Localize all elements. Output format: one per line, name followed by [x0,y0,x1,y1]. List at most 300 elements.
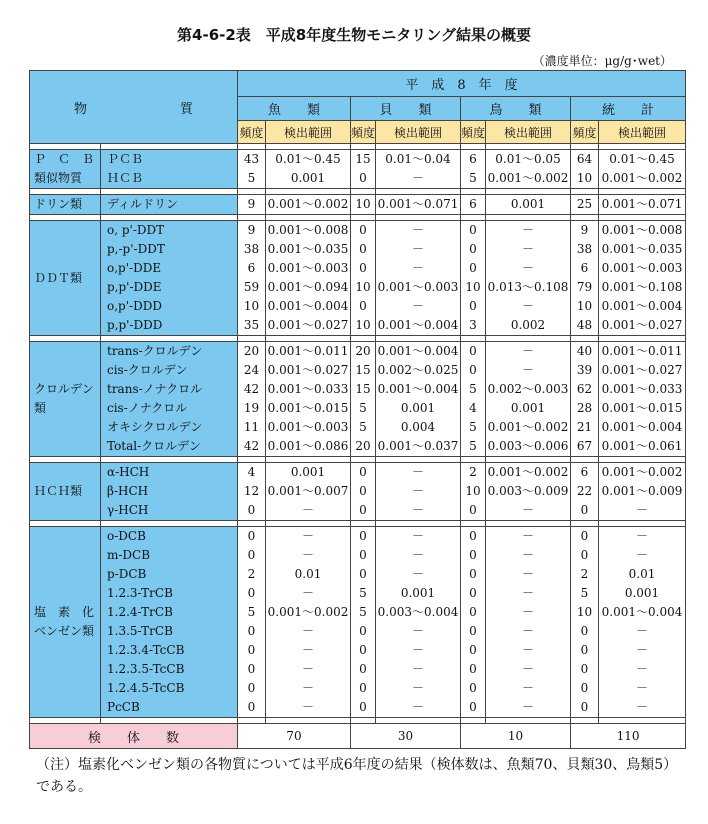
category-name-text: ＨＣＨ類 [34,484,83,498]
substance-header [30,71,238,144]
count-value: 3 [469,318,477,332]
count-value: 0 [469,503,477,517]
range-value: 0.001 [510,197,546,211]
substance-name: trans-クロルデン [107,344,203,358]
category-name-text: ドリン類 [34,197,83,211]
substance-name: ディルドリン [107,197,179,211]
substance-name: p,p'-DDD [107,318,163,332]
range-value: － [521,242,534,256]
range-value: － [411,299,424,313]
range-value: 0.001 [510,401,546,415]
footnote: （注）塩素化ベンゼン類の各物質については平成6年度の結果（検体数は、魚類70、貝類30、鳥類5）である。 [36,757,671,795]
substance-name: cis-ノナクロル [107,401,188,415]
range-value: － [521,529,534,543]
range-value: 0.01 [628,567,656,581]
substance-name: cis-クロルデン [107,363,188,377]
count-value: 0 [469,624,477,638]
substance-header-2: 質 [179,101,193,117]
count-value: 0 [359,223,367,237]
range-cell-stat [599,342,686,457]
count-value: 10 [576,605,593,619]
count-value: 0 [359,567,367,581]
count-value: 0 [469,363,477,377]
range-value: 0.002～0.025 [377,363,459,377]
substance-name: ＨＣＢ [107,171,144,185]
substance-name: 1.2.3.5-TcCB [107,662,185,676]
range-value: 0.001 [400,401,436,415]
range-value: － [411,681,424,695]
count-value: 0 [359,171,367,185]
range-value: 0.001～0.004 [377,344,459,358]
range-cell-shellfish [376,195,461,215]
count-value: 0 [580,503,589,517]
count-value: 40 [576,344,593,358]
range-value: － [521,363,534,377]
range-value: － [301,586,314,600]
substance-name: ＰＣＢ [107,152,144,166]
count-value: 35 [243,318,260,332]
count-value: 19 [243,401,260,415]
count-value: 15 [355,152,371,166]
count-value: 0 [247,643,256,657]
range-value: 0.001～0.011 [601,344,683,358]
substance-name: 1.2.3.4-TcCB [107,643,185,657]
count-value: 42 [243,439,260,453]
count-value: 5 [359,420,367,434]
range-value: 0.001～0.027 [267,318,349,332]
count-value: 0 [247,529,256,543]
range-value: 0.01～0.45 [609,152,675,166]
count-value: 5 [247,605,256,619]
group-header-fish: 魚 類 [238,97,351,121]
range-cell-shellfish [376,463,461,521]
count-value: 0 [469,261,477,275]
count-value: 9 [247,223,256,237]
count-cell-stat [571,221,599,336]
substance-header-1: 物 [74,101,88,117]
range-value: 0.01～0.04 [385,152,451,166]
count-value: 0 [469,643,477,657]
count-value: 6 [469,197,477,211]
count-cell-fish [238,150,266,189]
range-value: 0.001～0.004 [377,382,459,396]
count-value: 5 [359,586,367,600]
count-value: 20 [243,344,260,358]
range-value: 0.001～0.035 [267,242,349,256]
count-value: 12 [243,484,260,498]
count-value: 0 [469,223,477,237]
count-cell-bird [461,463,486,521]
count-value: 0 [359,529,367,543]
category-row [30,527,686,718]
range-value: － [636,681,649,695]
range-value: － [521,662,534,676]
count-value: 0 [580,624,589,638]
range-value: 0.001～0.009 [601,484,683,498]
count-cell-bird [461,195,486,215]
range-value: － [411,484,424,498]
category-name [30,221,101,336]
range-value: 0.001～0.061 [601,439,683,453]
range-cell-shellfish [376,527,461,718]
range-value: － [521,624,534,638]
range-value: 0.001～0.002 [487,171,569,185]
substance-list [101,221,238,336]
count-value: 0 [580,548,589,562]
count-value: 2 [580,567,589,581]
substance-list [101,195,238,215]
range-value: 0.001～0.027 [601,363,683,377]
count-value: 0 [247,586,256,600]
count-value: 5 [469,382,477,396]
monitoring-table [29,70,686,749]
range-value: 0.001～0.003 [601,261,683,275]
count-cell-stat [571,527,599,718]
substance-name: オキシクロルデン [107,420,203,434]
count-value: 0 [359,548,367,562]
count-value: 0 [247,624,256,638]
count-value: 39 [576,363,593,377]
range-value: － [301,662,314,676]
count-value: 64 [576,152,593,166]
range-value: 0.001 [400,586,436,600]
count-value: 42 [243,382,260,396]
substance-name: α-HCH [107,465,150,479]
category-name-text: 塩 素 化 ベンゼン類 [34,605,95,638]
range-value: 0.001～0.011 [267,344,349,358]
range-value: － [521,344,534,358]
range-cell-fish [266,463,351,521]
range-value: － [411,223,424,237]
category-name-text: クロルデン類 [34,382,94,415]
range-value: － [636,503,649,517]
range-value: 0.001～0.015 [601,401,683,415]
range-value: 0.001～0.002 [267,605,349,619]
range-value: 0.001～0.033 [601,382,683,396]
count-value: 0 [469,700,477,714]
count-value: 25 [576,197,593,211]
range-value: － [521,700,534,714]
category-name [30,195,101,215]
range-value: － [301,700,314,714]
category-name-text: Ｐ Ｃ Ｂ 類似物質 [34,152,95,185]
unit-label: （濃度単位：μg/g･wet） [532,54,672,68]
range-value: 0.001～0.037 [377,439,459,453]
range-value: 0.001～0.008 [601,223,683,237]
count-cell-shellfish [351,342,376,457]
col-range-shellfish: 検出範囲 [376,121,461,144]
substance-name: 1.2.4-TrCB [107,605,173,619]
count-value: 10 [576,299,593,313]
count-value: 38 [243,242,260,256]
category-name [30,150,101,189]
count-value: 6 [469,152,477,166]
count-value: 9 [580,223,589,237]
range-value: － [411,643,424,657]
count-value: 0 [469,681,477,695]
count-cell-shellfish [351,195,376,215]
range-value: 0.001～0.004 [601,299,683,313]
range-cell-stat [599,195,686,215]
category-row [30,195,686,215]
range-cell-bird [486,150,571,189]
range-value: 0.001～0.008 [267,223,349,237]
col-count-shellfish: 頻度 [351,121,376,144]
count-value: 10 [355,318,371,332]
range-value: － [411,242,424,256]
table-title: 第4-6-2表 平成8年度生物モニタリング結果の概要 [177,26,531,44]
count-value: 5 [469,171,477,185]
substance-name: o, p'-DDT [107,223,165,237]
col-count-fish: 頻度 [238,121,266,144]
category-row [30,463,686,521]
substance-name: o-DCB [107,529,146,543]
range-value: － [636,624,649,638]
range-value: 0.001～0.035 [601,242,683,256]
count-cell-stat [571,150,599,189]
count-value: 28 [576,401,593,415]
range-cell-stat [599,463,686,521]
count-value: 0 [580,681,589,695]
count-value: 0 [247,700,256,714]
range-cell-bird [486,221,571,336]
range-value: － [521,681,534,695]
substance-name: Total-クロルデン [107,439,201,453]
count-value: 22 [576,484,593,498]
range-value: 0.003～0.004 [377,605,459,619]
count-value: 0 [469,586,477,600]
range-value: － [411,700,424,714]
count-value: 0 [359,643,367,657]
count-cell-bird [461,221,486,336]
range-value: 0.001～0.004 [601,605,683,619]
substance-name: m-DCB [107,548,151,562]
range-value: － [411,567,424,581]
range-value: 0.001～0.002 [601,171,683,185]
count-value: 5 [247,171,256,185]
range-value: － [636,700,649,714]
range-value: 0.001～0.086 [267,439,349,453]
count-value: 0 [469,299,477,313]
substance-name: p,p'-DDE [107,280,162,294]
range-value: 0.001～0.033 [267,382,349,396]
range-value: 0.001～0.071 [377,197,459,211]
count-value: 38 [576,242,593,256]
count-value: 10 [576,171,593,185]
col-range-bird: 検出範囲 [486,121,571,144]
range-value: － [301,624,314,638]
count-cell-bird [461,527,486,718]
count-value: 4 [247,465,256,479]
range-value: － [521,605,534,619]
category-name [30,463,101,521]
range-value: － [636,548,649,562]
count-value: 6 [580,261,589,275]
count-value: 43 [243,152,260,166]
count-value: 0 [359,503,367,517]
count-cell-fish [238,195,266,215]
range-value: 0.004 [400,420,436,434]
count-value: 2 [469,465,477,479]
range-value: 0.001～0.004 [377,318,459,332]
count-value: 0 [469,242,477,256]
count-value: 48 [576,318,593,332]
substance-name: γ-HCH [107,503,149,517]
range-cell-bird [486,527,571,718]
range-cell-fish [266,527,351,718]
count-value: 15 [355,363,371,377]
substance-name: trans-ノナクロル [107,382,203,396]
range-value: － [521,223,534,237]
substance-name: β-HCH [107,484,149,498]
count-value: 0 [469,662,477,676]
count-value: 20 [355,439,371,453]
range-value: － [411,261,424,275]
group-header-bird: 鳥 類 [461,97,571,121]
category-name [30,342,101,457]
range-cell-fish [266,150,351,189]
range-value: － [301,548,314,562]
count-value: 59 [243,280,260,294]
range-cell-stat [599,221,686,336]
category-name [30,527,101,718]
count-value: 9 [247,197,256,211]
count-value: 0 [580,529,589,543]
count-value: 0 [359,299,367,313]
sample-count-label: 検 体 数 [30,724,238,749]
range-cell-fish [266,342,351,457]
count-value: 0 [247,662,256,676]
range-value: － [301,643,314,657]
count-cell-fish [238,221,266,336]
substance-name: 1.3.5-TrCB [107,624,173,638]
range-value: － [411,171,424,185]
count-cell-shellfish [351,463,376,521]
range-value: － [411,624,424,638]
range-value: － [301,529,314,543]
sample-count-stat: 110 [571,724,686,749]
count-value: 24 [243,363,260,377]
substance-name: o,p'-DDE [107,261,162,275]
count-cell-fish [238,342,266,457]
range-value: 0.001～0.003 [377,280,459,294]
range-value: － [301,503,314,517]
count-cell-stat [571,195,599,215]
range-cell-shellfish [376,150,461,189]
count-value: 0 [469,548,477,562]
count-value: 15 [355,382,371,396]
count-value: 0 [359,484,367,498]
range-value: － [521,567,534,581]
sample-count-bird: 10 [461,724,571,749]
count-value: 0 [580,662,589,676]
range-value: － [636,643,649,657]
count-value: 2 [247,567,256,581]
substance-list [101,150,238,189]
count-value: 5 [359,401,367,415]
sample-count-fish: 70 [238,724,351,749]
range-value: 0.001～0.003 [267,261,349,275]
range-value: 0.001～0.015 [267,401,349,415]
count-cell-fish [238,527,266,718]
count-value: 21 [576,420,593,434]
count-value: 10 [465,280,481,294]
range-cell-stat [599,527,686,718]
range-cell-fish [266,221,351,336]
count-cell-bird [461,342,486,457]
range-value: － [411,548,424,562]
sample-count-row [30,724,686,749]
range-value: － [521,503,534,517]
count-value: 0 [359,465,367,479]
range-value: － [521,299,534,313]
range-value: 0.001～0.108 [601,280,683,294]
range-value: － [521,548,534,562]
count-value: 0 [469,567,477,581]
category-name-text: ＤＤＴ類 [34,270,83,285]
count-value: 0 [580,643,589,657]
range-value: － [636,529,649,543]
count-value: 0 [359,242,367,256]
substance-list [101,527,238,718]
range-value: － [411,529,424,543]
count-value: 62 [576,382,593,396]
range-value: － [636,662,649,676]
range-value: － [411,662,424,676]
range-value: 0.003～0.009 [487,484,569,498]
range-cell-bird [486,463,571,521]
count-value: 4 [469,401,477,415]
range-cell-fish [266,195,351,215]
substance-list [101,463,238,521]
range-cell-bird [486,195,571,215]
range-cell-shellfish [376,342,461,457]
count-value: 67 [576,439,593,453]
count-value: 6 [247,261,256,275]
col-count-stat: 頻度 [571,121,599,144]
range-value: 0.001～0.002 [487,465,569,479]
count-value: 0 [469,529,477,543]
count-value: 0 [359,662,367,676]
count-cell-fish [238,463,266,521]
category-row [30,150,686,189]
count-value: 10 [355,197,371,211]
count-cell-shellfish [351,527,376,718]
range-value: 0.001～0.004 [267,299,349,313]
range-value: 0.001～0.007 [267,484,349,498]
count-value: 0 [469,605,477,619]
range-value: 0.01 [294,567,322,581]
range-value: － [301,681,314,695]
count-value: 20 [355,344,371,358]
count-value: 0 [580,700,589,714]
count-value: 10 [355,280,371,294]
range-value: 0.001～0.002 [601,465,683,479]
count-value: 0 [359,700,367,714]
sample-count-shellfish: 30 [351,724,461,749]
range-value: 0.001 [290,171,326,185]
range-value: － [521,586,534,600]
count-value: 0 [359,681,367,695]
count-value: 5 [359,605,367,619]
count-value: 0 [247,548,256,562]
count-cell-stat [571,463,599,521]
substance-name: PcCB [107,700,140,714]
range-value: 0.003～0.006 [487,439,569,453]
count-cell-bird [461,150,486,189]
range-value: 0.001～0.002 [267,197,349,211]
count-value: 0 [247,681,256,695]
